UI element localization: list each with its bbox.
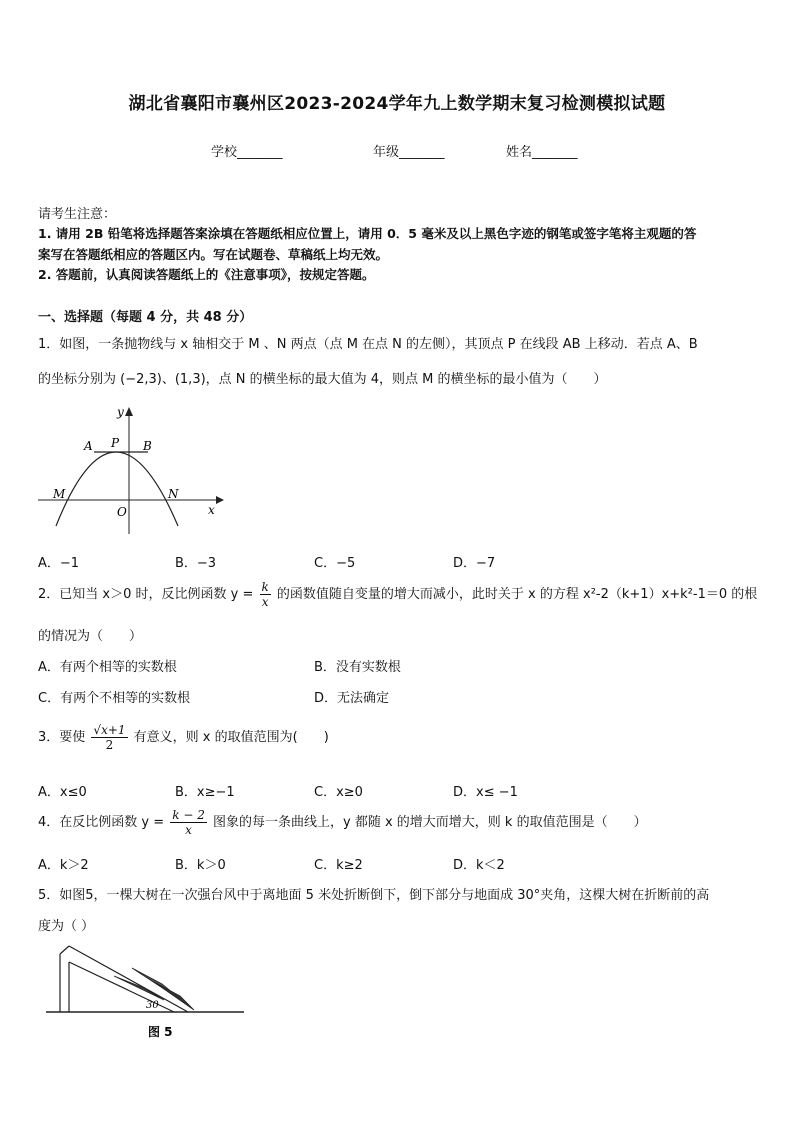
q2-line2: 的情况为（ ） [38, 629, 143, 644]
q3-stem-post: 有意义，则 x 的取值范围为( ) [133, 730, 329, 745]
label-x: x [208, 503, 215, 517]
fallen-upper [69, 946, 188, 1012]
notice-item-2: 2. 答题前，认真阅读答题纸上的《注意事项》，按规定答题。 [38, 267, 375, 282]
q2-option-b: B．没有实数根 [314, 660, 401, 675]
q3-option-c: C．x≥0 [314, 785, 363, 800]
x-axis-arrow [216, 496, 224, 504]
q2-option-d: D．无法确定 [314, 691, 390, 706]
label-n: N [168, 487, 179, 501]
figure-caption: 图 5 [148, 1025, 173, 1039]
q2-option-c: C．有两个不相等的实数根 [38, 691, 191, 706]
y-axis-arrow [125, 407, 133, 416]
q2-stem-pre: 2．已知当 x＞0 时，反比例函数 y = [38, 587, 254, 602]
q5-line2: 度为（ ） [38, 919, 95, 934]
q5-line1: 5．如图5，一棵大树在一次强台风中于离地面 5 米处折断倒下，倒下部分与地面成 30°夹角，这棵大树在折断前的高 [38, 888, 710, 903]
q4-option-b: B．k＞0 [175, 858, 226, 873]
label-o: O [117, 505, 127, 519]
q2-fraction [260, 580, 271, 609]
name-field: 姓名_______ [506, 145, 578, 160]
notice-item-1a: 1. 请用 2B 铅笔将选择题答案涂填在答题纸相应位置上，请用 0．5 毫米及以上黑色字迹的钢笔或签字笔将主观题的答 [38, 226, 697, 241]
grade-field: 年级_______ [373, 145, 445, 160]
q4-stem-post: 图象的每一条曲线上，y 都随 x 的增大而增大，则 k 的取值范围是（ ） [213, 815, 647, 830]
q3-fraction [91, 723, 127, 752]
q4-fraction [170, 808, 207, 837]
q2-frac-num: k [261, 580, 269, 594]
page-title: 湖北省襄阳市襄州区2023-2024学年九上数学期末复习检测模拟试题 [128, 94, 666, 114]
q1-parabola-figure [36, 404, 226, 540]
q4-option-c: C．k≥2 [314, 858, 363, 873]
label-y: y [117, 405, 124, 419]
angle-label: 30 [146, 1000, 159, 1011]
q1-line1: 1．如图，一条抛物线与 x 轴相交于 M 、N 两点（点 M 在点 N 的左侧），其顶点 P 在线段 AB 上移动．若点 A、B [38, 337, 698, 352]
q4-frac-den: x [185, 823, 192, 837]
q4-stem-pre: 4．在反比例函数 y = [38, 815, 165, 830]
notice-item-1b: 案写在答题纸相应的答题区内。写在试题卷、草稿纸上均无效。 [38, 247, 389, 262]
label-m: M [53, 487, 66, 501]
q4-option-a: A．k＞2 [38, 858, 89, 873]
q3-frac-den: 2 [105, 738, 114, 752]
q1-option-c: C．−5 [314, 556, 356, 571]
q1-option-a: A．−1 [38, 556, 80, 571]
label-p: P [111, 436, 120, 450]
q2-stem [38, 580, 757, 609]
break-top [60, 946, 69, 954]
q3-frac-num: √x+1 [93, 723, 126, 737]
q3-stem-pre: 3．要使 [38, 730, 86, 745]
q4-stem [38, 808, 647, 837]
q3-option-b: B．x≥−1 [175, 785, 235, 800]
q2-option-a: A．有两个相等的实数根 [38, 660, 177, 675]
label-b: B [143, 439, 152, 453]
q3-option-a: A．x≤0 [38, 785, 87, 800]
label-a: A [84, 439, 93, 453]
q4-frac-num: k − 2 [172, 808, 205, 822]
q2-frac-den: x [261, 595, 269, 609]
q1-option-d: D．−7 [453, 556, 496, 571]
q3-stem [38, 723, 329, 752]
q2-stem-post: 的函数值随自变量的增大而减小，此时关于 x 的方程 x²-2（k+1）x+k²-1＝0 的根 [276, 587, 758, 602]
school-field: 学校_______ [211, 145, 283, 160]
q3-option-d: D．x≤ −1 [453, 785, 518, 800]
section-heading: 一、选择题（每题 4 分，共 48 分） [38, 310, 253, 325]
crown-left [114, 976, 164, 1000]
q4-option-d: D．k＜2 [453, 858, 505, 873]
q1-option-b: B．−3 [175, 556, 217, 571]
q1-line2: 的坐标分别为 (−2,3)、(1,3)，点 N 的横坐标的最大值为 4，则点 M 的横坐标的最小值为（ ） [38, 372, 607, 387]
q5-tree-figure [44, 938, 248, 1048]
notice-heading: 请考生注意： [38, 207, 117, 222]
